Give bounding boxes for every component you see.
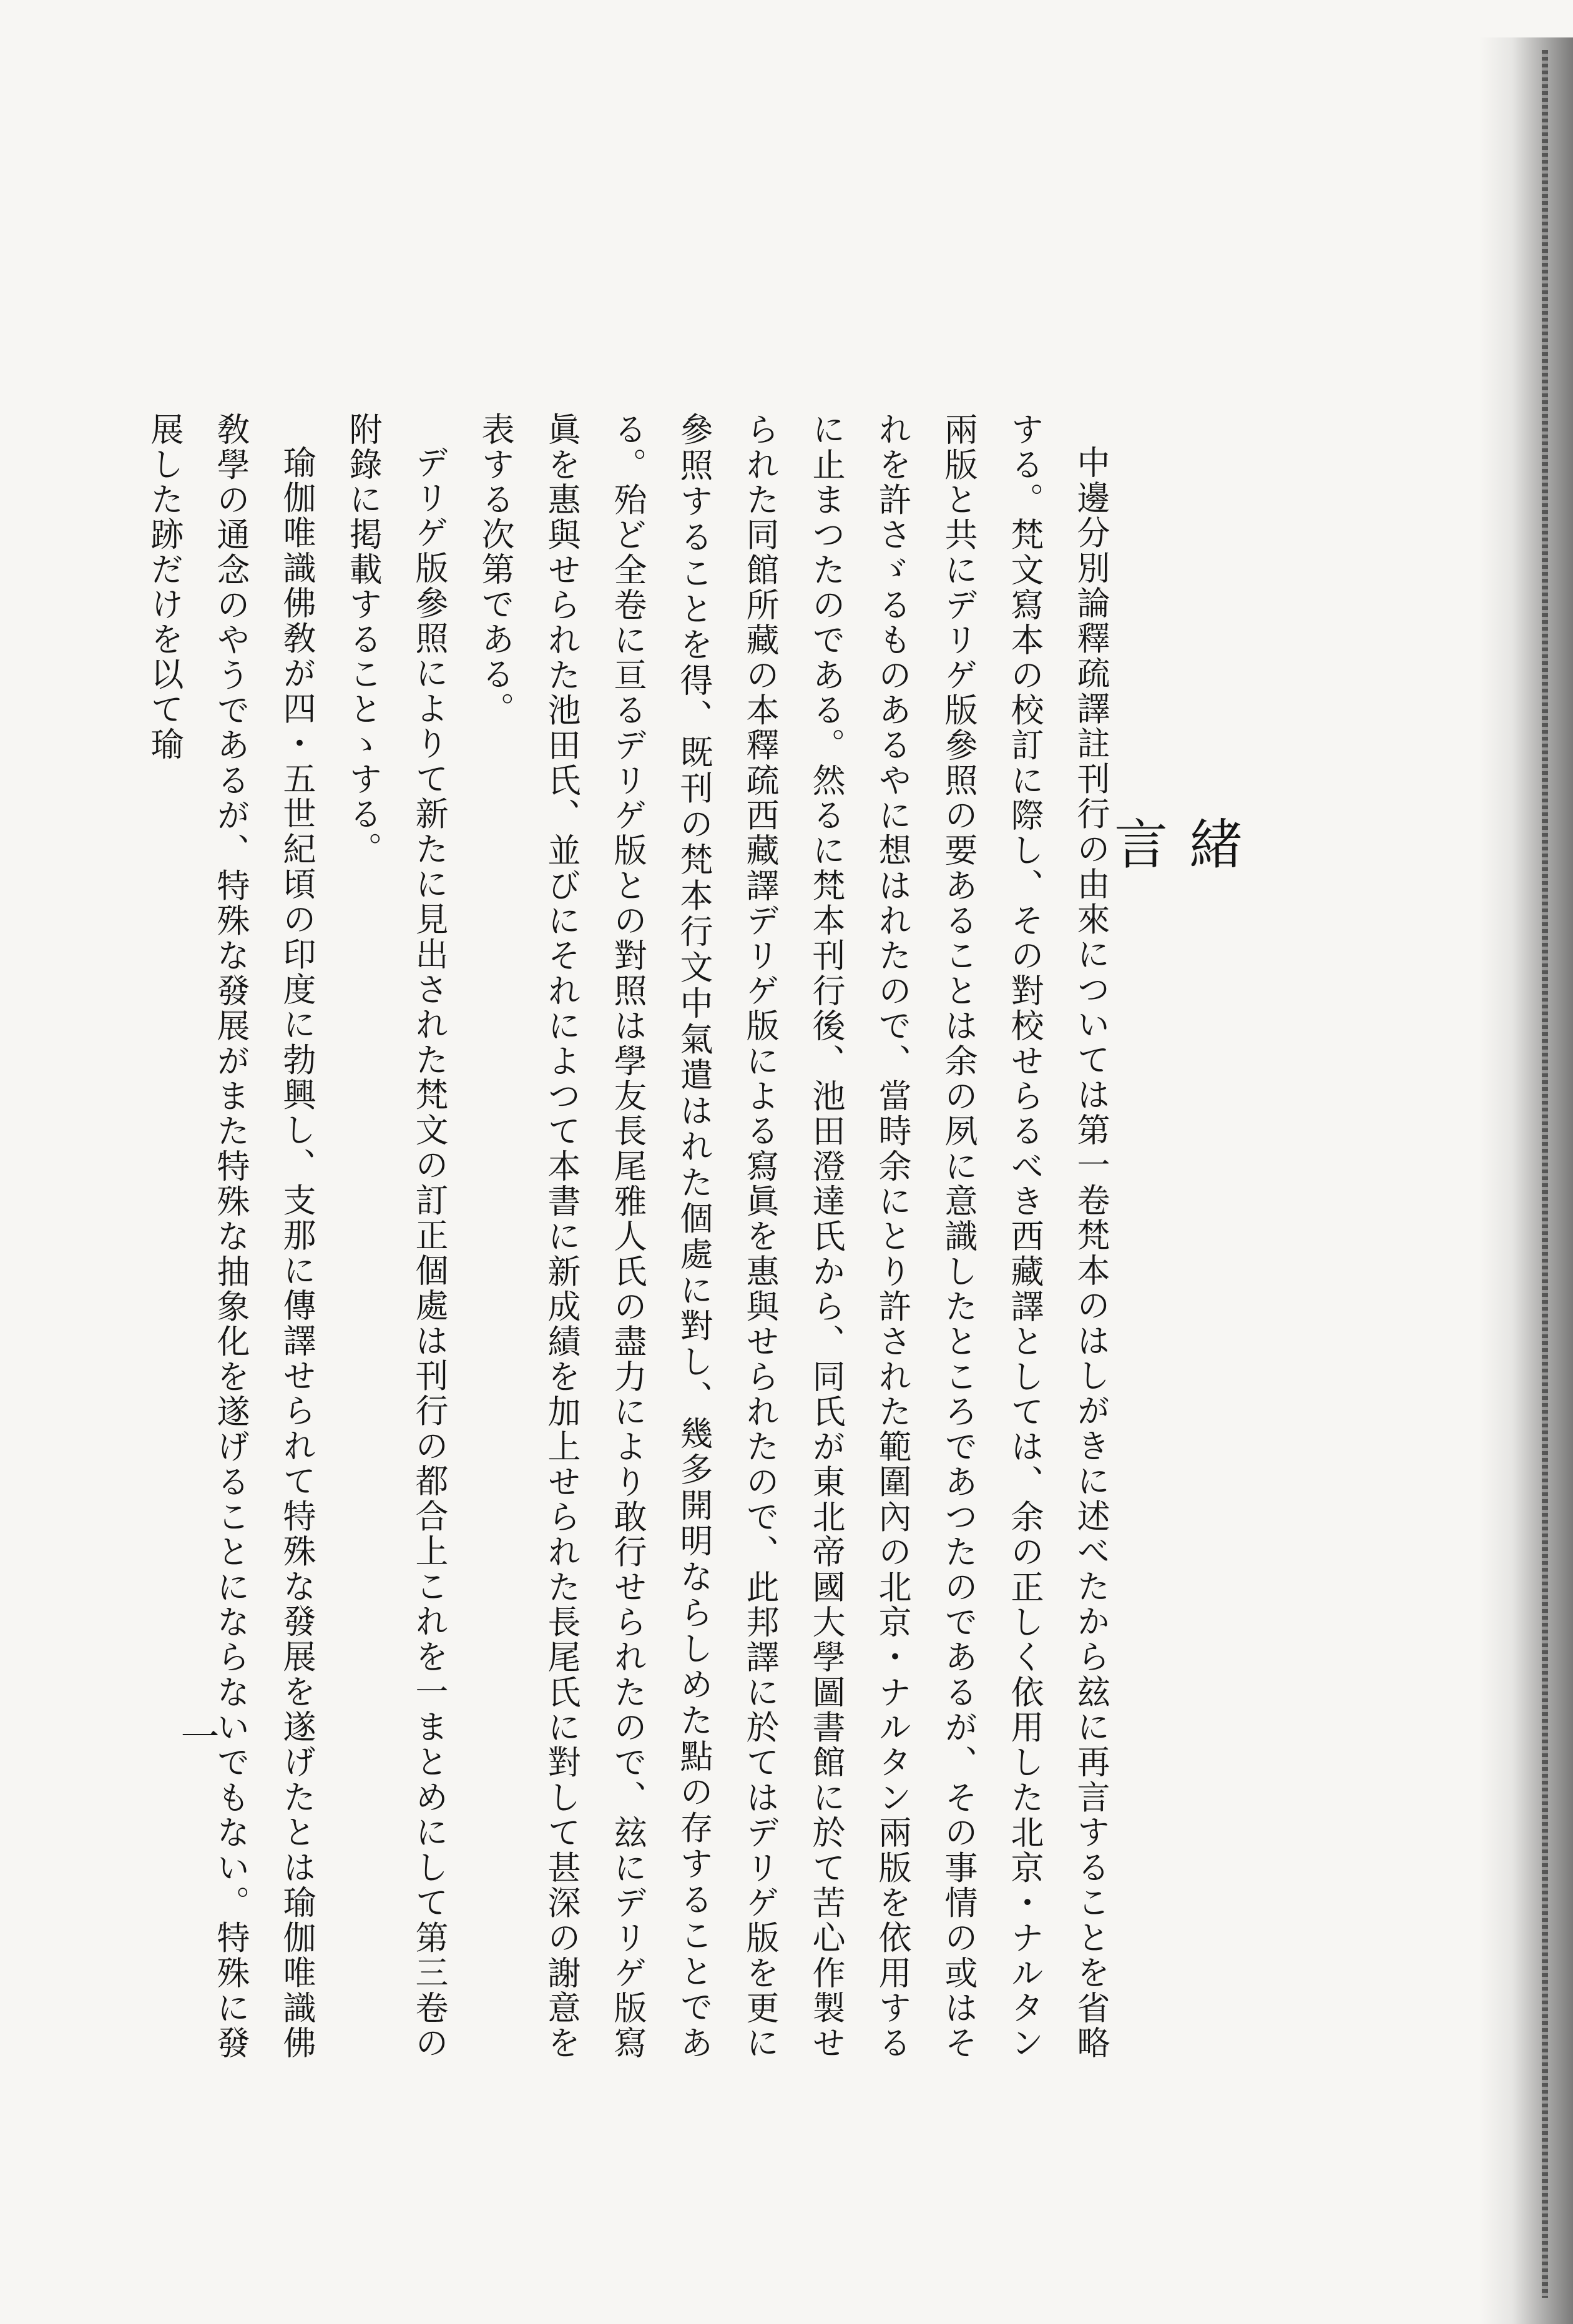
paragraph-3: 瑜伽唯識佛敎が四・五世紀頃の印度に勃興し、支那に傳譯せられて特殊な發展を遂げたとは瑜伽唯識佛敎學の通念のやうであるが、特殊な發展がまた特殊な抽象化を遂げることにならないでもない。特殊に發展した跡だけを以て瑜: [145, 412, 316, 2061]
page-title: 緒 言: [1105, 816, 1242, 982]
paragraph-2: デリゲ版參照によりて新たに見出された梵文の訂正個處は刊行の都合上これを一まとめにして第三卷の附錄に掲載することゝする。: [344, 412, 448, 2061]
book-binding-shadow: [1479, 37, 1573, 2324]
book-binding-edge: [1542, 50, 1548, 2298]
page-number: 一: [174, 1716, 220, 1755]
body-text: [145, 412, 1124, 2061]
paragraph-1: 中邊分別論釋疏譯註刊行の由來については第一卷梵本のはしがきに述べたから玆に再言することを省略する。梵文寫本の校訂に際し、その對校せらるべき西藏譯としては、余の正しく依用した北京・ナルタン兩版と共にデリゲ版參照の要あることは余の夙に意識したところであつたのであるが、その事情の或はそれを許さゞるものあるやに想はれたので、當時余にとり許された範圍內の北京・ナルタン兩版を依用するに止まつたのである。然るに梵本刊行後、池田澄達氏から、同氏が東北帝國大學圖書館に於て苦心作製せられた同館所藏の本釋疏西藏譯デリゲ版による寫眞を惠與せられたので、此邦譯に於てはデリゲ版を更に參照することを得、既刊の梵本行文中氣遣はれた個處に對し、幾多開明ならしめた點の存することである。殆ど全卷に亘るデリゲ版との對照は學友長尾雅人氏の盡力により敢行せられたので、玆にデリゲ版寫眞を惠與せられた池田氏、並びにそれによつて本書に新成績を加上せられた長尾氏に對して甚深の謝意を表する次第である。: [476, 412, 1110, 2061]
